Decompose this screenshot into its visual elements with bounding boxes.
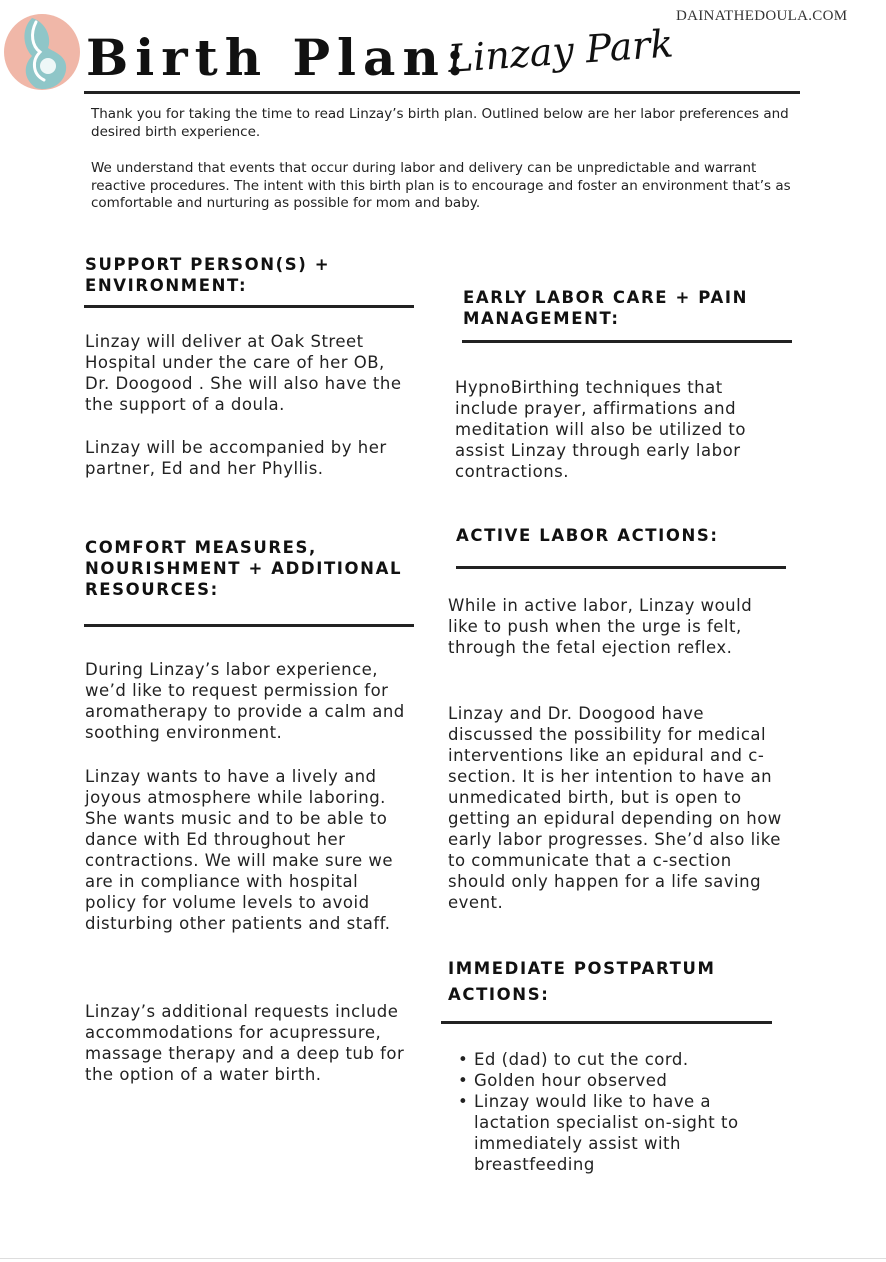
bullet-icon: • [458, 1050, 469, 1069]
active-labor-heading: ACTIVE LABOR ACTIONS: [456, 526, 719, 545]
comfort-paragraph-1: During Linzay’s labor experience, we’d like to request permission for aromatherapy to provide a calm and soothing environment. [85, 660, 405, 742]
support-heading: SUPPORT PERSON(S) + ENVIRONMENT: [85, 255, 331, 295]
comfort-heading: COMFORT MEASURES, NOURISHMENT + ADDITIONAL RESOURCES: [85, 538, 403, 599]
site-url: DAINATHEDOULA.COM [676, 8, 848, 24]
bullet-icon: • [458, 1092, 469, 1111]
comfort-paragraph-2: Linzay wants to have a lively and joyous atmosphere while laboring. She wants music and to be able to dance with Ed throughout her contractions. We will make sure we are in compliance with hospital policy for volume levels to avoid disturbing other patients and staff. [85, 767, 394, 933]
list-item-text: Ed (dad) to cut the cord. [474, 1050, 689, 1069]
comfort-divider [84, 624, 414, 627]
active-labor-paragraph-1: While in active labor, Linzay would like to push when the urge is felt, through the fetal ejection reflex. [448, 596, 753, 657]
comfort-paragraph-3: Linzay’s additional requests include accommodations for acupressure, massage therapy and a deep tub for the option of a water birth. [85, 1002, 405, 1084]
list-item [452, 1091, 782, 1175]
early-labor-divider [462, 340, 792, 343]
support-paragraph-2: Linzay will be accompanied by her partner, Ed and her Phyllis. [85, 438, 387, 478]
page-title: Birth Plan: [86, 28, 472, 87]
early-labor-paragraph: HypnoBirthing techniques that include prayer, affirmations and meditation will also be utilized to assist Linzay through early labor contractions. [455, 378, 746, 481]
list-item [452, 1070, 782, 1091]
bullet-icon: • [458, 1071, 469, 1090]
active-labor-paragraph-2: Linzay and Dr. Doogood have discussed the possibility for medical interventions like an epidural and c-section. It is her intention to have an unmedicated birth, but is open to getting an epidural depending on how early labor progresses. She’d also like to communicate that a c-section should only happen for a life saving event. [448, 704, 782, 912]
active-labor-divider [456, 566, 786, 569]
title-divider [84, 91, 800, 94]
page-bottom-edge [0, 1258, 886, 1259]
list-item-text: Golden hour observed [474, 1071, 668, 1090]
intro-paragraph-1: Thank you for taking the time to read Linzay’s birth plan. Outlined below are her labor preferences and desired birth experience. [91, 106, 789, 140]
postpartum-list [452, 1049, 782, 1175]
list-item-text: Linzay would like to have a lactation specialist on-sight to immediately assist with breastfeeding [474, 1092, 739, 1174]
list-item [452, 1049, 782, 1070]
support-divider [84, 305, 414, 308]
support-paragraph-1: Linzay will deliver at Oak Street Hospital under the care of her OB, Dr. Doogood . She will also have the the support of a doula. [85, 332, 402, 414]
postpartum-heading: IMMEDIATE POSTPARTUM ACTIONS: [448, 959, 716, 1004]
postpartum-divider [441, 1021, 772, 1024]
intro-paragraph-2: We understand that events that occur during labor and delivery can be unpredictable and warrant reactive procedures. The intent with this birth plan is to encourage and foster an environment that’s as comfortable and nurturing as possible for mom and baby. [91, 160, 791, 211]
mother-baby-logo-icon [2, 8, 82, 92]
patient-name: Linzay Park [446, 21, 675, 81]
early-labor-heading: EARLY LABOR CARE + PAIN MANAGEMENT: [463, 288, 748, 328]
